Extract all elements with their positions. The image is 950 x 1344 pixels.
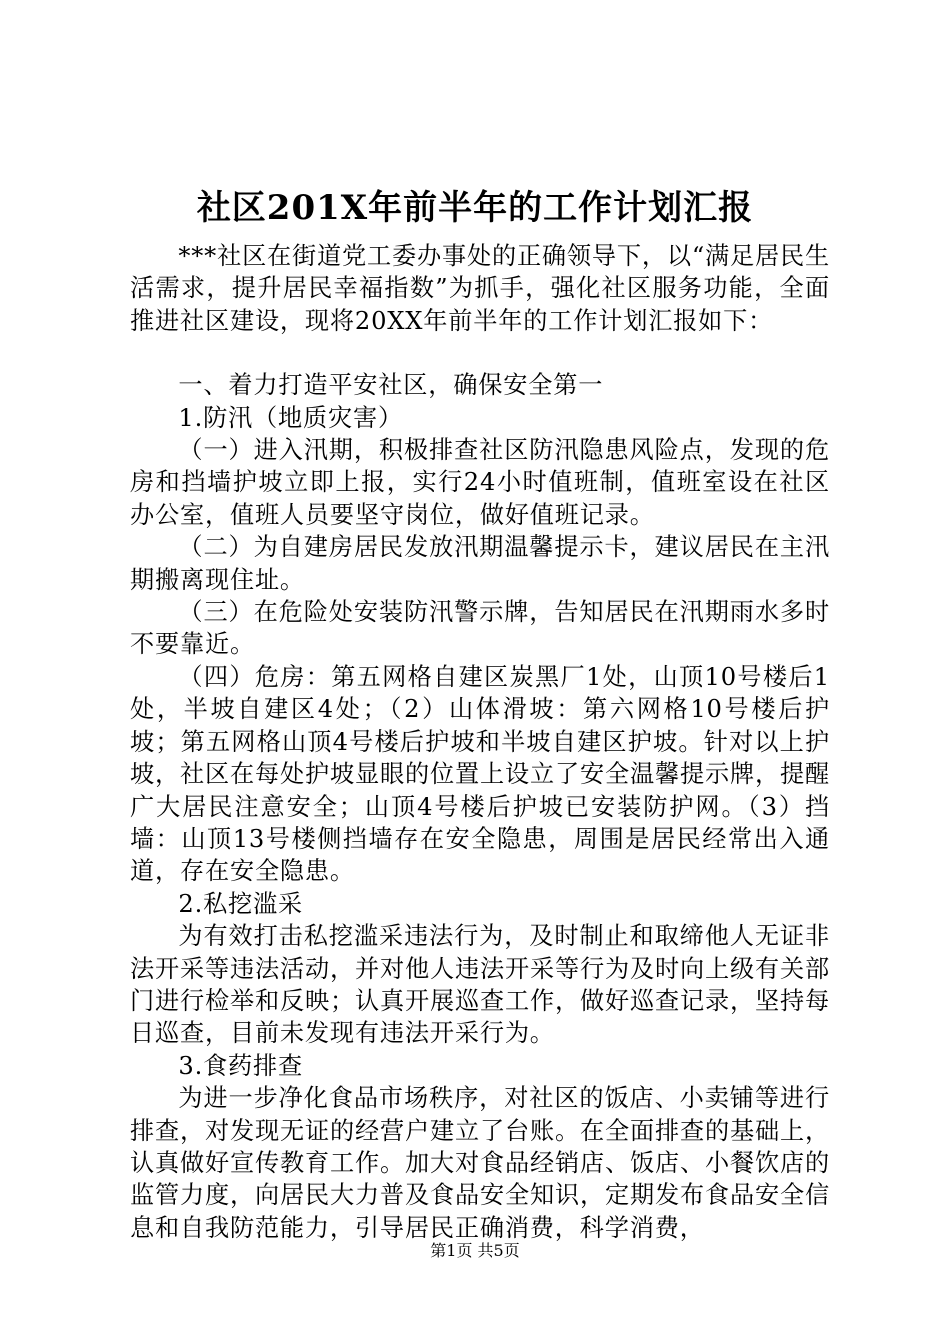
paragraph-flood-1: （一）进入汛期，积极排查社区防汛隐患风险点，发现的危房和挡墙护坡立即上报，实行24小时值班制，值班室设在社区办公室，值班人员要坚守岗位，做好值班记录。: [130, 436, 830, 529]
document-title: 社区201X年前半年的工作计划汇报: [196, 188, 754, 228]
document-body: [130, 240, 830, 1244]
paragraph-flood-2: （二）为自建房居民发放汛期温馨提示卡，建议居民在主汛期搬离现住址。: [130, 533, 830, 594]
paragraph-intro: ***社区在街道党工委办事处的正确领导下，以“满足居民生活需求，提升居民幸福指数”为抓手，强化社区服务功能，全面推进社区建设，现将20XX年前半年的工作计划汇报如下：: [130, 242, 830, 335]
subheading-food: 3.食药排查: [178, 1051, 304, 1080]
section-heading-1: 一、着力打造平安社区，确保安全第一: [178, 371, 604, 400]
page-number: 第1页 共5页: [430, 1241, 520, 1260]
paragraph-flood-4: （四）危房：第五网格自建区炭黑厂1处，山顶10号楼后1处，半坡自建区4处；（2）山体滑坡：第六网格10号楼后护坡；第五网格山顶4号楼后护坡和半坡自建区护坡。针对以上护坡，社区在每处护坡显眼的位置上设立了安全温馨提示牌，提醒广大居民注意安全；山顶4号楼后护坡已安装防护网。（3）挡墙：山顶13号楼侧挡墙存在安全隐患，周围是居民经常出入通道，存在安全隐患。: [130, 662, 830, 886]
paragraph-food: 为进一步净化食品市场秩序，对社区的饭店、小卖铺等进行排查，对发现无证的经营户建立了台账。在全面排查的基础上，认真做好宣传教育工作。加大对食品经销店、饭店、小餐饮店的监管力度，向居民大力普及食品安全知识，定期发布食品安全信息和自我防范能力，引导居民正确消费，科学消费，: [130, 1084, 830, 1242]
subheading-flood: 1.防汛（地质灾害）: [178, 403, 403, 432]
paragraph-flood-3: （三）在危险处安装防汛警示牌，告知居民在汛期雨水多时不要靠近。: [130, 598, 830, 659]
paragraph-mining: 为有效打击私挖滥采违法行为，及时制止和取缔他人无证非法开采等违法活动，并对他人违法开采等行为及时向上级有关部门进行检举和反映；认真开展巡查工作，做好巡查记录，坚持每日巡查，目前未发现有违法开采行为。: [130, 922, 830, 1048]
subheading-mining: 2.私挖滥采: [178, 889, 304, 918]
